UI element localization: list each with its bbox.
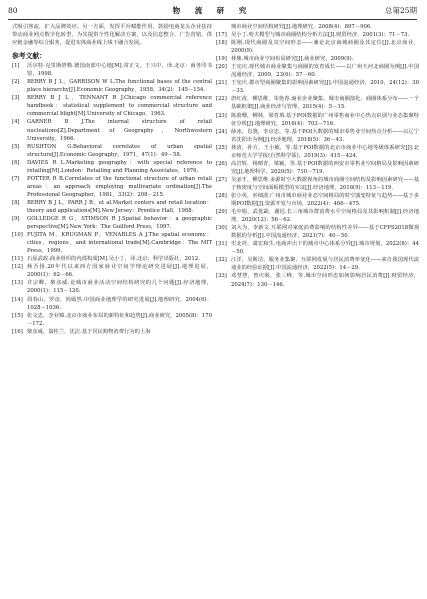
header-rule: [8, 19, 417, 20]
reference-number: [18]: [216, 40, 227, 47]
reference-item: [12, 143, 212, 159]
reference-text: 许宗卿，柴彦威.论城市商业活动空间结构研究的几个问题[J].经济地理，2000(1)：115－120.: [27, 280, 212, 295]
reference-text: 汪洋，吴斯洁，服务业集聚、互联网发展与居民消费率变化——来自我国现代流通业的经验证据[J].中国流通经济，2022(5)：14－29.: [231, 257, 419, 272]
issue-number: 总第25期: [384, 6, 417, 15]
reference-item: [12, 78, 212, 94]
reference-number: [9]: [12, 216, 20, 223]
reference-item: [12, 199, 212, 215]
reference-text: 王宪庆.郡市型商圈聚集的影响因素研究[J].中国流通经济，2010，24(12)：30－33.: [231, 80, 419, 95]
reference-number: [30]: [216, 225, 227, 232]
reference-item: [216, 144, 419, 160]
reference-item: [12, 231, 212, 255]
reference-number: [5]: [12, 143, 20, 150]
reference-text: BERRY B J L，PARR J B，et al.Market centers and retail location：theory and applications[M].New Jersey：Prentice Hall，1988.: [27, 199, 212, 214]
reference-text: RUSHTON G.Behavioral correlates of urban spatial structure[J].Economic Geography，1971，47(1)：49－58.: [27, 143, 212, 158]
reference-number: [8]: [12, 199, 20, 206]
reference-number: [3]: [12, 95, 20, 102]
reference-item: [216, 55, 419, 63]
reference-text: POTTER R B.Correlates of the functional structure of urban retail areas：an approach employing multivariate ordination[J].The Professional Geographer，1981，33(2)：208－215.: [27, 175, 212, 198]
page-header: [8, 4, 417, 18]
right-column: [216, 23, 419, 289]
reference-text: BERRY B J L，GARRISON W L.The functional bases of the central place hierarchy[J].Economic Geography，1958，34(2)：145－154.: [27, 79, 212, 94]
reference-text: 吴小丁.哈夫模型与城市商圈结构分析方法[J].财贸经济，2001(3)：71－73.: [231, 32, 410, 39]
reference-text: 唐红涛，柳思维，朱艳春.商业企业聚集、城市商圈演化、商圈体系分布——一个基础框架[J].商业经济与管理，2015(4)：5－15.: [231, 96, 419, 111]
reference-text: 林鼎.城市商业空间布局研究[J].商业研究，2009(9).: [231, 56, 354, 63]
reference-number: [7]: [12, 175, 20, 182]
reference-text: 邓慧慧，曾庆阁，张三峰，等.城市空间形态如何影响居民消费[J].财贸经济，2024(7)：130－146.: [231, 273, 419, 288]
reference-number: [33]: [216, 273, 227, 280]
reference-item: [216, 224, 419, 240]
body-text: [12, 23, 212, 47]
reference-text: 毛中根，武优勐，谢迟.长三角城市群消费水平空间格局及其影响机制[J].经济地理，2020(12)：56－62.: [231, 209, 419, 224]
reference-text: BERRY B J L，TENNANT R J.Chicago commercial reference handbook：statistical supplement to commercial structure and commercial blight[M].University of Chicago，1963.: [27, 95, 212, 118]
reference-text: 周春山，罗彦，尚嫣然.中国商业地理学的研究进展[J].地理研究，2004(6)：1028－1036.: [27, 296, 212, 311]
reference-text: 城市商业空间结构研究[J].地理研究，2008(4)：897－906.: [231, 24, 372, 30]
reference-text: 陈刚.现代商圈及其空间形态——兼论北京商城商圈及其定位[J].北京商业，2000(9).: [231, 40, 419, 55]
reference-item: [216, 95, 419, 111]
reference-number: [29]: [216, 209, 227, 216]
reference-item: [12, 118, 212, 142]
reference-number: [6]: [12, 159, 20, 166]
reference-item: [216, 272, 419, 288]
reference-item: [216, 79, 419, 95]
reference-item: [216, 23, 419, 31]
reference-number: [14]: [12, 296, 23, 303]
reference-number: [12]: [12, 264, 23, 271]
reference-item: [12, 296, 212, 312]
reference-number: [28]: [216, 192, 227, 199]
reference-text: 史北祥，虞宏和生.电商冲击下的城市中心体系分异[J].城市规划，2022(8)：44－50.: [231, 241, 419, 256]
journal-title: 物 流 研 究: [172, 6, 253, 15]
reference-text: 吴宓才，柳思维.多源时空大数据视角的城市商圈空间结构及影响因素研究——基于核密度与空间面板模型的实证[J].经济地理，2018(9)：113－119.: [231, 176, 419, 191]
reference-text: GOLLEDGE R G，STIMSON R J.Spatial behavior：a geographic perspective[M].New York：The Guilford Press，1997.: [27, 216, 212, 231]
reference-text: 陈蔚珊，柳林，梁育填.基于POI数据的广州零售商业中心热点识别与业态集聚特征分析[J].地理研究，2016(4)：703－716.: [231, 112, 419, 127]
reference-number: [27]: [216, 176, 227, 183]
reference-text: 薛冰，肖骁，李京忠，等.基于POI大数据的城市零售业空间热点分析——以辽宁省沈阳市为例[J].经济地理，2018(5)：36－43.: [231, 128, 419, 143]
reference-number: [4]: [12, 119, 20, 126]
reference-item: [12, 279, 212, 295]
reference-number: [17]: [216, 32, 227, 39]
paragraph: 式吸引客流，扩大品牌效应。另一方面，发挥平台赋能作用，鼓励电商龙头企业扶持带动商业网点数字化转型，为其提供个性化解决方案，以及信息整合、广告营销、供应链金融等综合服务，促进实体商业线上线下融合发展。: [12, 24, 212, 47]
reference-list-right: [216, 23, 419, 289]
reference-number: [13]: [12, 280, 23, 287]
reference-number: [15]: [12, 312, 23, 319]
reference-text: 柴彦威，翁桂兰，沈洁.基于居民购物消费行为的上海: [27, 328, 151, 335]
reference-item: [12, 215, 212, 231]
reference-item: [216, 128, 419, 144]
reference-item: [216, 208, 419, 224]
reference-text: FUJITA M，KRUGMAN P，VENABLES A J.The spatial economy：cities，regions，and international trade[M].Cambridge：The MIT Press，1999.: [27, 232, 212, 255]
reference-item: [216, 192, 419, 208]
references-title: 参考文献：: [12, 52, 46, 61]
reference-item: [12, 94, 212, 118]
reference-text: 石原武政.商业组织的内部构成[M].吴小丁，译.北京：科学出版社，2012.: [27, 256, 200, 263]
reference-number: [19]: [216, 56, 227, 63]
reference-item: [12, 159, 212, 175]
reference-text: 刘大为，李新文.互联网对家庭消费影响的结构性差异——基于CFPS2018微观数据的分析[J].中国流通经济，2021(7)：40－50.: [231, 225, 419, 240]
reference-item: [12, 263, 212, 279]
reference-item: [12, 255, 212, 263]
reference-item: [12, 328, 212, 336]
reference-item: [12, 175, 212, 199]
reference-item: [216, 160, 419, 176]
reference-item: [216, 176, 419, 192]
reference-item: [12, 62, 212, 78]
reference-number: [22]: [216, 96, 227, 103]
reference-number: [20]: [216, 64, 227, 71]
reference-number: [26]: [216, 160, 227, 167]
reference-number: [25]: [216, 144, 227, 151]
reference-text: 王宪庆.现代城市商业聚集与商圈的发育成长——以广州天河北商圈为例[J].中国流通经济，2009，23(6)：57－60.: [231, 64, 419, 79]
reference-item: [12, 312, 212, 328]
reference-number: [21]: [216, 80, 227, 87]
reference-text: 林涛，孙方，王小敏，等.基于POI数据的北京市商业中心地等级体系研究[J].北京师范大学学报(自然科学版)，2019(3)：415－424.: [231, 144, 419, 159]
reference-number: [32]: [216, 257, 227, 264]
reference-item: [216, 39, 419, 55]
reference-number: [11]: [12, 256, 23, 263]
reference-text: 杨吾扬.20年代以来西方国家商业空间学理论研究进展[J].地理进展，2000(1)：62－66.: [27, 264, 212, 279]
reference-number: [24]: [216, 128, 227, 135]
reference-item: [216, 256, 419, 272]
reference-number: [23]: [216, 112, 227, 119]
reference-item: [216, 240, 419, 256]
reference-text: GARNER B J.The internal structure of retail nucleations[Z].Department of Geography，Northwestern University，1966.: [27, 119, 212, 142]
reference-number: [2]: [12, 79, 20, 86]
left-column: [12, 23, 212, 336]
reference-item: [216, 31, 419, 39]
reference-number: [1]: [12, 63, 20, 70]
reference-text: 沃尔特·克里斯塔勒.德国南部中心地[M].常正文，王兴中，译.北京：商务印书馆，1998.: [27, 63, 212, 78]
reference-text: 张小英，巫细波.广州市城市商业业态空间格局的时空演变特征与趋势——基于多期POI数据[J].资源开发与市场，2022(4)：466－475.: [231, 192, 419, 208]
reference-list-left: [12, 62, 212, 336]
reference-number: [31]: [216, 241, 227, 248]
page-number: 80: [8, 6, 18, 15]
reference-text: DAVIES R L.Marketing geography：with special reference to retailing[M].London：Retailing and Planning Associates，1976.: [27, 159, 212, 174]
reference-number: [10]: [12, 232, 23, 239]
reference-text: 张文忠，李业锦.北京市商业布局的新特征和趋势[J].商业研究，2005(8)：170－172.: [27, 312, 212, 327]
reference-item: [216, 63, 419, 79]
reference-item: [216, 112, 419, 128]
reference-text: 高岩辉，杨晴青，梁颖，等.基于POI数据的西安市零售业空间格局及影响因素研究[J].地理科学，2020(5)：710－719.: [231, 160, 419, 175]
reference-number: [16]: [12, 328, 23, 335]
